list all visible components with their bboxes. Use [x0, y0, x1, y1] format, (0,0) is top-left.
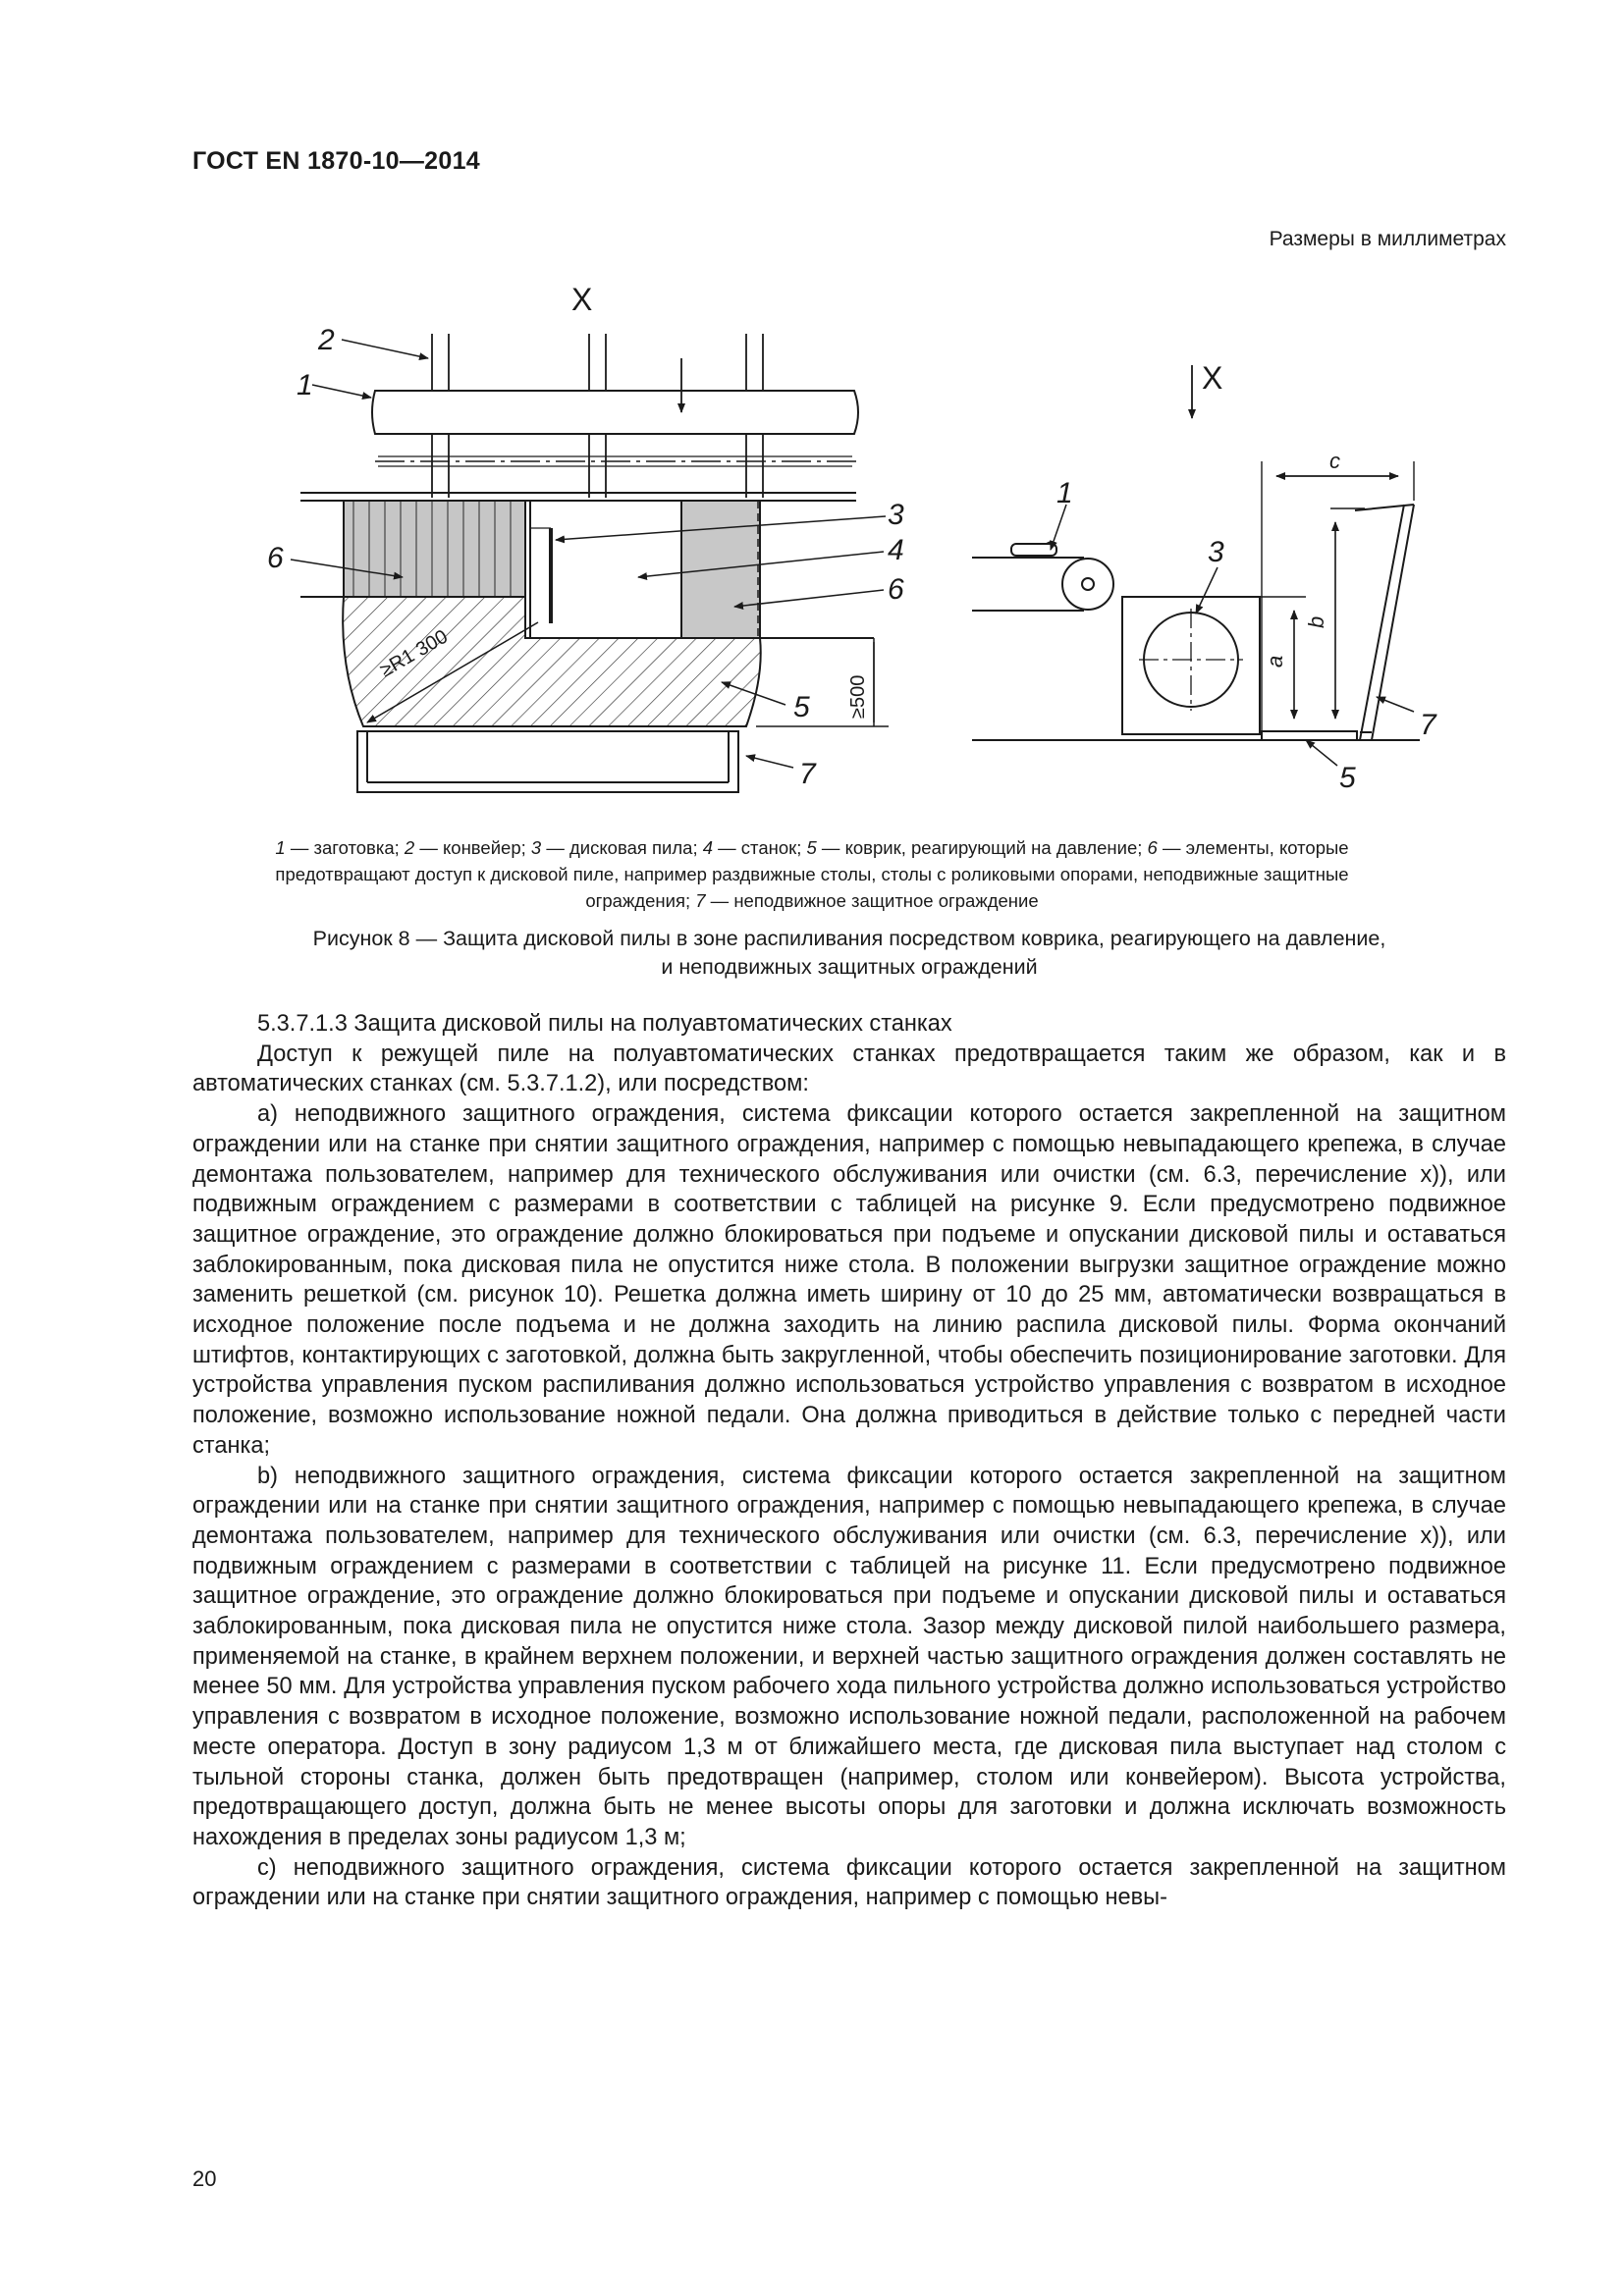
callout-3: 3 [888, 499, 904, 531]
legend-num-1: 1 [275, 837, 286, 858]
callout-7: 7 [799, 758, 816, 790]
legend-num-4: 4 [702, 837, 714, 858]
legend-text-3: — дисковая пила; [541, 837, 703, 858]
radius-dimension: ≥R1 300 [376, 625, 452, 682]
legend-text-5: — коврик, реагирующий на давление; [816, 837, 1148, 858]
callout-1-right: 1 [1056, 477, 1073, 509]
legend-num-6: 6 [1147, 837, 1158, 858]
legend-text-4: — станок; [713, 837, 807, 858]
callout-5-right: 5 [1339, 762, 1356, 794]
callout-5: 5 [793, 691, 810, 723]
figure-8-drawing [0, 265, 1624, 815]
paragraph-intro: Доступ к режущей пиле на полуавтоматических станках предотвращается таким же образом, как и в автоматических станках (см. 5.3.7.1.2), или посредством: [192, 1041, 1506, 1097]
legend-text-1: — заготовка; [285, 837, 405, 858]
dimension-a: a [1263, 655, 1287, 667]
callout-2: 2 [318, 324, 335, 356]
legend-text-6: — элементы, которые предотвращают доступ к дисковой пиле, например раздвижные столы, столы с роликовыми опорами, неподвижные защитные ограждения; [275, 837, 1349, 911]
figure-8 [0, 265, 1624, 815]
dimension-b: b [1304, 615, 1328, 628]
workpiece-shape [372, 391, 858, 434]
callout-6-left: 6 [267, 542, 284, 574]
document-title: ГОСТ EN 1870-10—2014 [192, 147, 480, 175]
axis-x-label-right: X [1202, 360, 1223, 396]
paragraph-b: b) неподвижного защитного ограждения, система фиксации которого остается закрепленной на защитном ограждении или на станке при снятии защитного ограждения, например с помощью невыпадающего крепежа, в случае демонтажа пользователем, например для технического обслуживания или очистки (см. 6.3, перечисление x)), или подвижным ограждением с размерами в соответствии с таблицей на рисунке 11. Если предусмотрено подвижное защитное ограждение, это ограждение должно блокироваться при подъеме и опускании дисковой пилы и оставаться заблокированным, пока дисковая пила не опустится ниже стола. Зазор между дисковой пилой наибольшего размера, применяемой на станке, в крайнем верхнем положении, и верхней частью защитного ограждения должен составлять не менее 50 мм. Для устройства управления пуском рабочего хода пильного устройства должно использоваться устройство управления с возвратом в исходное положение, возможно использование ножной педали, расположенной на рабочем месте оператора. Доступ в зону радиусом 1,3 м от ближайшего места, где дисковая пила выступает над столом с тыльной стороны станка, должен быть предотвращен (например, столом или конвейером). Высота устройства, предотвращающего доступ, должна быть не менее высоты опоры для заготовки и должна исключать возможность нахождения в пределах зоны радиусом 1,3 м; [192, 1463, 1506, 1850]
element-6-left [344, 501, 525, 597]
workpiece-right [1011, 544, 1056, 556]
legend-text-7: — неподвижное защитное ограждение [705, 890, 1039, 911]
figure-legend [257, 834, 1367, 914]
axis-x-label-left: X [571, 282, 593, 317]
right-view [972, 365, 1420, 766]
callout-7-right: 7 [1420, 709, 1436, 741]
legend-text-2: — конвейер; [414, 837, 531, 858]
legend-num-5: 5 [806, 837, 817, 858]
dimension-c: c [1329, 449, 1340, 473]
page-number: 20 [192, 2166, 217, 2191]
callout-6-right: 6 [888, 573, 904, 606]
legend-num-3: 3 [530, 837, 542, 858]
units-note: Размеры в миллиметрах [1269, 228, 1506, 250]
body-text [192, 1009, 1506, 1913]
figure-caption [192, 925, 1506, 982]
legend-num-7: 7 [695, 890, 706, 911]
roller [1062, 559, 1113, 610]
paragraph-c: c) неподвижного защитного ограждения, система фиксации которого остается закрепленной на защитном ограждении или на станке при снятии защитного ограждения, например с помощью невы- [192, 1854, 1506, 1911]
figure-caption-line-2: и неподвижных защитных ограждений [661, 955, 1038, 979]
section-heading: 5.3.7.1.3 Защита дисковой пилы на полуавтоматических станках [257, 1011, 952, 1037]
paragraph-a: a) неподвижного защитного ограждения, система фиксации которого остается закрепленной на защитном ограждении или на станке при снятии защитного ограждения, например с помощью невыпадающего крепежа, в случае демонтажа пользователем, например для технического обслуживания или очистки (см. 6.3, перечисление x)), или подвижным ограждением с размерами в соответствии с таблицей на рисунке 9. Если предусмотрено подвижное защитное ограждение, это ограждение должно блокироваться при подъеме и опускании дисковой пилы и оставаться заблокированным, пока дисковая пила не опустится ниже стола. В положении выгрузки защитное ограждение можно заменить решеткой (см. рисунок 10). Решетка должна иметь ширину от 10 до 25 мм, автоматически возвращаться в исходное положение после подъема и не должна заходить на линию распила дисковой пилы. Форма окончаний штифтов, контактирующих с заготовкой, должна быть закругленной, чтобы обеспечить позиционирование заготовки. Для устройства управления пуском распиливания должно использоваться устройство управления с возвратом в исходное положение, возможно использование ножной педали. Она должна приводиться в действие только с передней части станка; [192, 1101, 1506, 1459]
callout-4: 4 [888, 534, 904, 566]
callout-3-right: 3 [1208, 536, 1224, 568]
guard-right [1360, 505, 1414, 740]
height-dimension: ≥500 [847, 674, 869, 719]
mat-right [1262, 731, 1357, 740]
legend-num-2: 2 [404, 837, 415, 858]
figure-caption-line-1: Рисунок 8 — Защита дисковой пилы в зоне распиливания посредством коврика, реагирующего на давление, [312, 927, 1386, 950]
callout-1: 1 [297, 369, 313, 401]
